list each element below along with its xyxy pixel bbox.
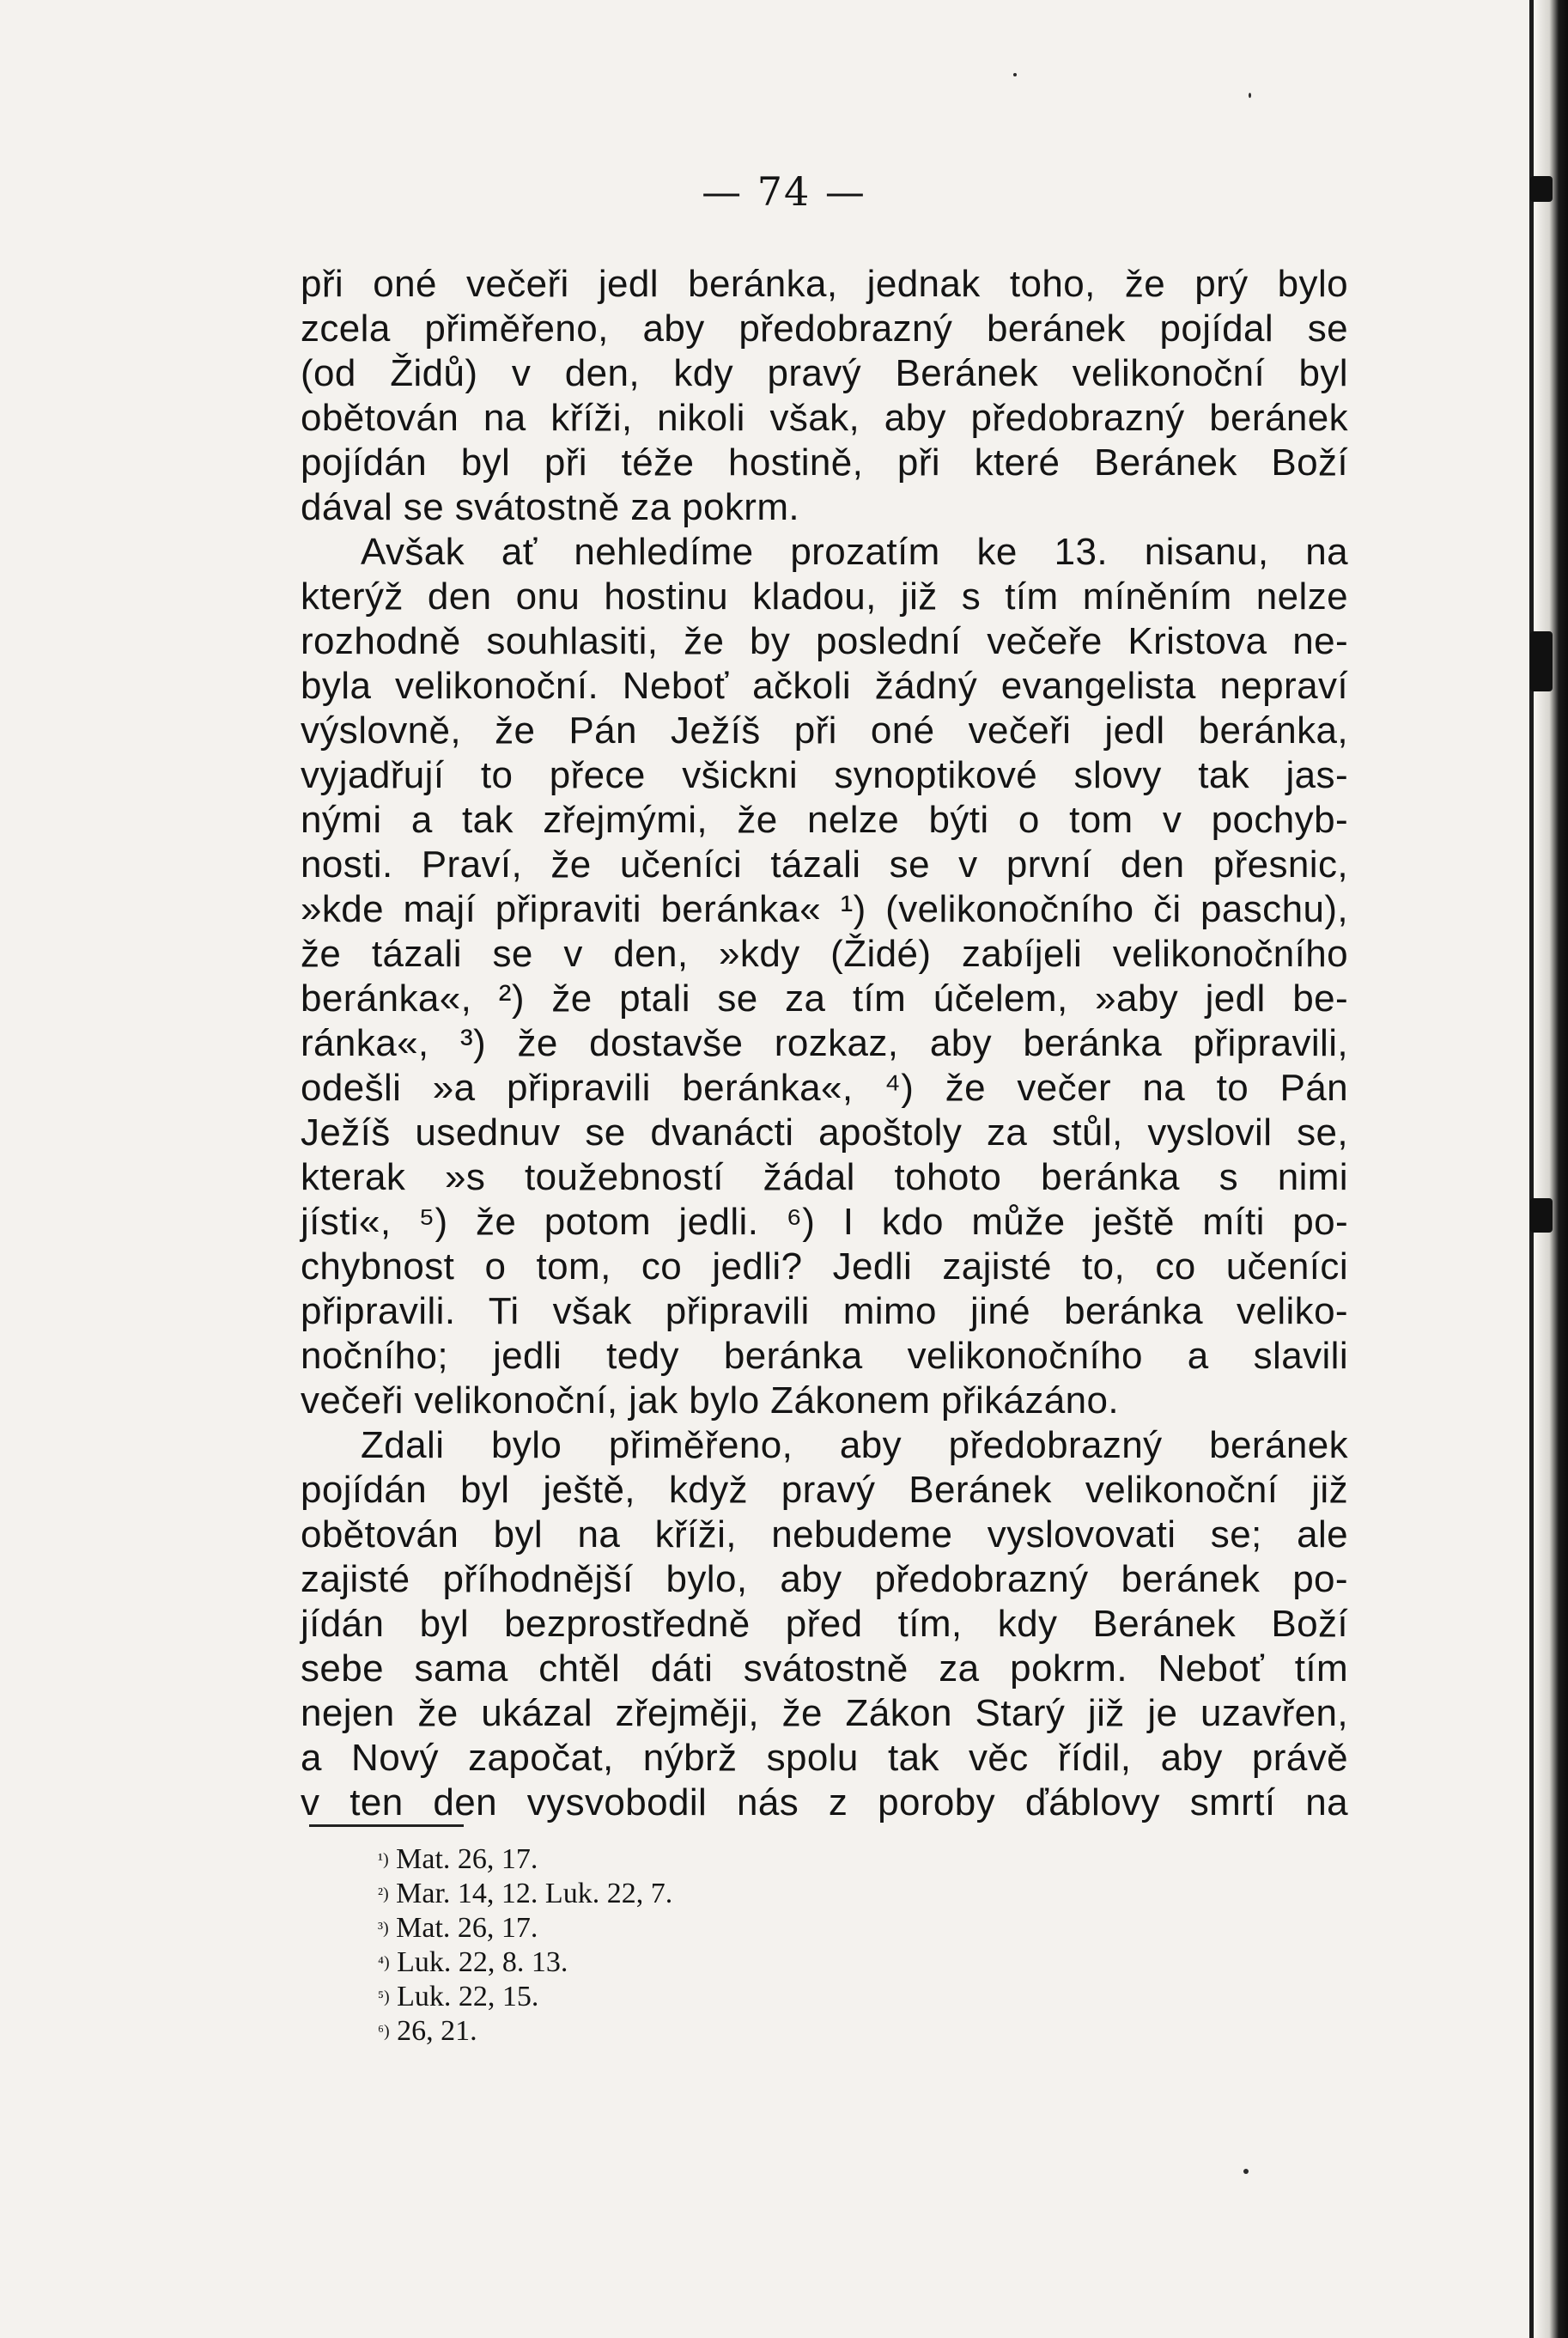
text-line: pojídán byl při téže hostině, při které Beránek Boží bbox=[301, 441, 1348, 484]
text-line: nosti. Praví, že učeníci tázali se v první den přesnic, bbox=[301, 843, 1348, 886]
edge-mark bbox=[1530, 631, 1553, 691]
footnote-marker: ¹) bbox=[378, 1850, 389, 1869]
text-line: rozhodně souhlasiti, že by poslední večeře Kristova ne- bbox=[301, 620, 1348, 662]
body-text bbox=[301, 262, 1348, 1825]
text-line: a Nový započat, nýbrž spolu tak věc řídil, aby právě bbox=[301, 1737, 1348, 1779]
footnote-text: Mar. 14, 12. Luk. 22, 7. bbox=[396, 1878, 673, 1909]
footnote-text: 26, 21. bbox=[397, 2015, 477, 2047]
text-line: nými a tak zřejmými, že nelze býti o tom v pochyb- bbox=[301, 799, 1348, 841]
text-line: »kde mají připraviti beránka« ¹) (velikonočního či paschu), bbox=[301, 888, 1348, 930]
footnote-text: Mat. 26, 17. bbox=[396, 1912, 538, 1944]
text-line: dával se svátostně za pokrm. bbox=[301, 486, 800, 528]
footnote-marker: ³) bbox=[378, 1919, 389, 1938]
text-line: obětován byl na kříži, nebudeme vyslovovati se; ale bbox=[301, 1513, 1348, 1556]
text-line: jídán byl bezprostředně před tím, kdy Beránek Boží bbox=[301, 1603, 1348, 1645]
text-line: Avšak ať nehledíme prozatím ke 13. nisanu, na bbox=[361, 531, 1348, 573]
scan-speck bbox=[1013, 73, 1017, 76]
text-line: Ježíš usednuv se dvanácti apoštoly za stůl, vyslovil se, bbox=[301, 1111, 1348, 1154]
text-line: byla velikonoční. Neboť ačkoli žádný evangelista nepraví bbox=[301, 665, 1348, 707]
text-line: pojídán byl ještě, když pravý Beránek velikonoční již bbox=[301, 1469, 1348, 1511]
footnote-text: Mat. 26, 17. bbox=[396, 1843, 538, 1875]
text-line: jísti«, ⁵) že potom jedli. ⁶) I kdo může ještě míti po- bbox=[301, 1201, 1348, 1243]
page-number: — 74 — bbox=[702, 168, 866, 215]
text-line: chybnost o tom, co jedli? Jedli zajisté to, co učeníci bbox=[301, 1245, 1348, 1288]
footnote-item bbox=[378, 1877, 672, 1911]
footnote-item bbox=[378, 1945, 672, 1980]
footnote-marker: ⁶) bbox=[378, 2022, 390, 2041]
footnote-marker: ⁵) bbox=[378, 1988, 390, 2006]
page-edge-line bbox=[1529, 0, 1534, 2338]
footnote-item bbox=[378, 1842, 672, 1877]
text-line: výslovně, že Pán Ježíš při oné večeři jedl beránka, bbox=[301, 709, 1348, 752]
text-line: při oné večeři jedl beránka, jednak toho, že prý bylo bbox=[301, 263, 1348, 305]
text-line: připravili. Ti však připravili mimo jiné beránka veliko- bbox=[301, 1290, 1348, 1332]
text-line: (od Židů) v den, kdy pravý Beránek velikonoční byl bbox=[301, 352, 1348, 394]
text-line: odešli »a připravili beránka«, ⁴) že večer na to Pán bbox=[301, 1067, 1348, 1109]
footnote-text: Luk. 22, 8. 13. bbox=[397, 1946, 568, 1978]
footnote-item bbox=[378, 2014, 672, 2049]
text-line: nočního; jedli tedy beránka velikonočního a slavili bbox=[301, 1335, 1348, 1377]
page-edge-shadow bbox=[1537, 0, 1568, 2338]
text-line: kterýž den onu hostinu kladou, již s tím míněním nelze bbox=[301, 575, 1348, 618]
footnote-text: Luk. 22, 15. bbox=[397, 1981, 539, 2012]
text-line: vyjadřují to přece všickni synoptikové slovy tak jas- bbox=[301, 754, 1348, 796]
footnote-item bbox=[378, 1911, 672, 1945]
text-line: sebe sama chtěl dáti svátostně za pokrm. Neboť tím bbox=[301, 1647, 1348, 1690]
text-line: v ten den vysvobodil nás z poroby ďáblovy smrtí na bbox=[301, 1781, 1348, 1824]
footnotes bbox=[378, 1842, 672, 2049]
text-line: kterak »s toužebností žádal tohoto beránka s nimi bbox=[301, 1156, 1348, 1198]
footnote-separator bbox=[309, 1824, 464, 1827]
footnote-item bbox=[378, 1980, 672, 2014]
edge-mark bbox=[1530, 176, 1553, 202]
scan-speck bbox=[1243, 2169, 1249, 2174]
scan-speck bbox=[1249, 93, 1251, 98]
text-line: večeři velikonoční, jak bylo Zákonem přikázáno. bbox=[301, 1379, 1120, 1422]
text-line: že tázali se v den, »kdy (Židé) zabíjeli velikonočního bbox=[301, 933, 1348, 975]
text-line: ránka«, ³) že dostavše rozkaz, aby beránka připravili, bbox=[301, 1022, 1348, 1064]
text-line: zcela přiměřeno, aby předobrazný beránek pojídal se bbox=[301, 307, 1348, 350]
edge-mark bbox=[1530, 1198, 1553, 1233]
footnote-marker: ⁴) bbox=[378, 1953, 390, 1972]
text-line: Zdali bylo přiměřeno, aby předobrazný beránek bbox=[361, 1424, 1348, 1466]
text-line: obětován na kříži, nikoli však, aby předobrazný beránek bbox=[301, 397, 1348, 439]
text-line: zajisté příhodnější bylo, aby předobrazný beránek po- bbox=[301, 1558, 1348, 1600]
text-line: nejen že ukázal zřejměji, že Zákon Starý již je uzavřen, bbox=[301, 1692, 1348, 1734]
text-line: beránka«, ²) že ptali se za tím účelem, »aby jedl be- bbox=[301, 977, 1348, 1020]
footnote-marker: ²) bbox=[378, 1884, 389, 1903]
